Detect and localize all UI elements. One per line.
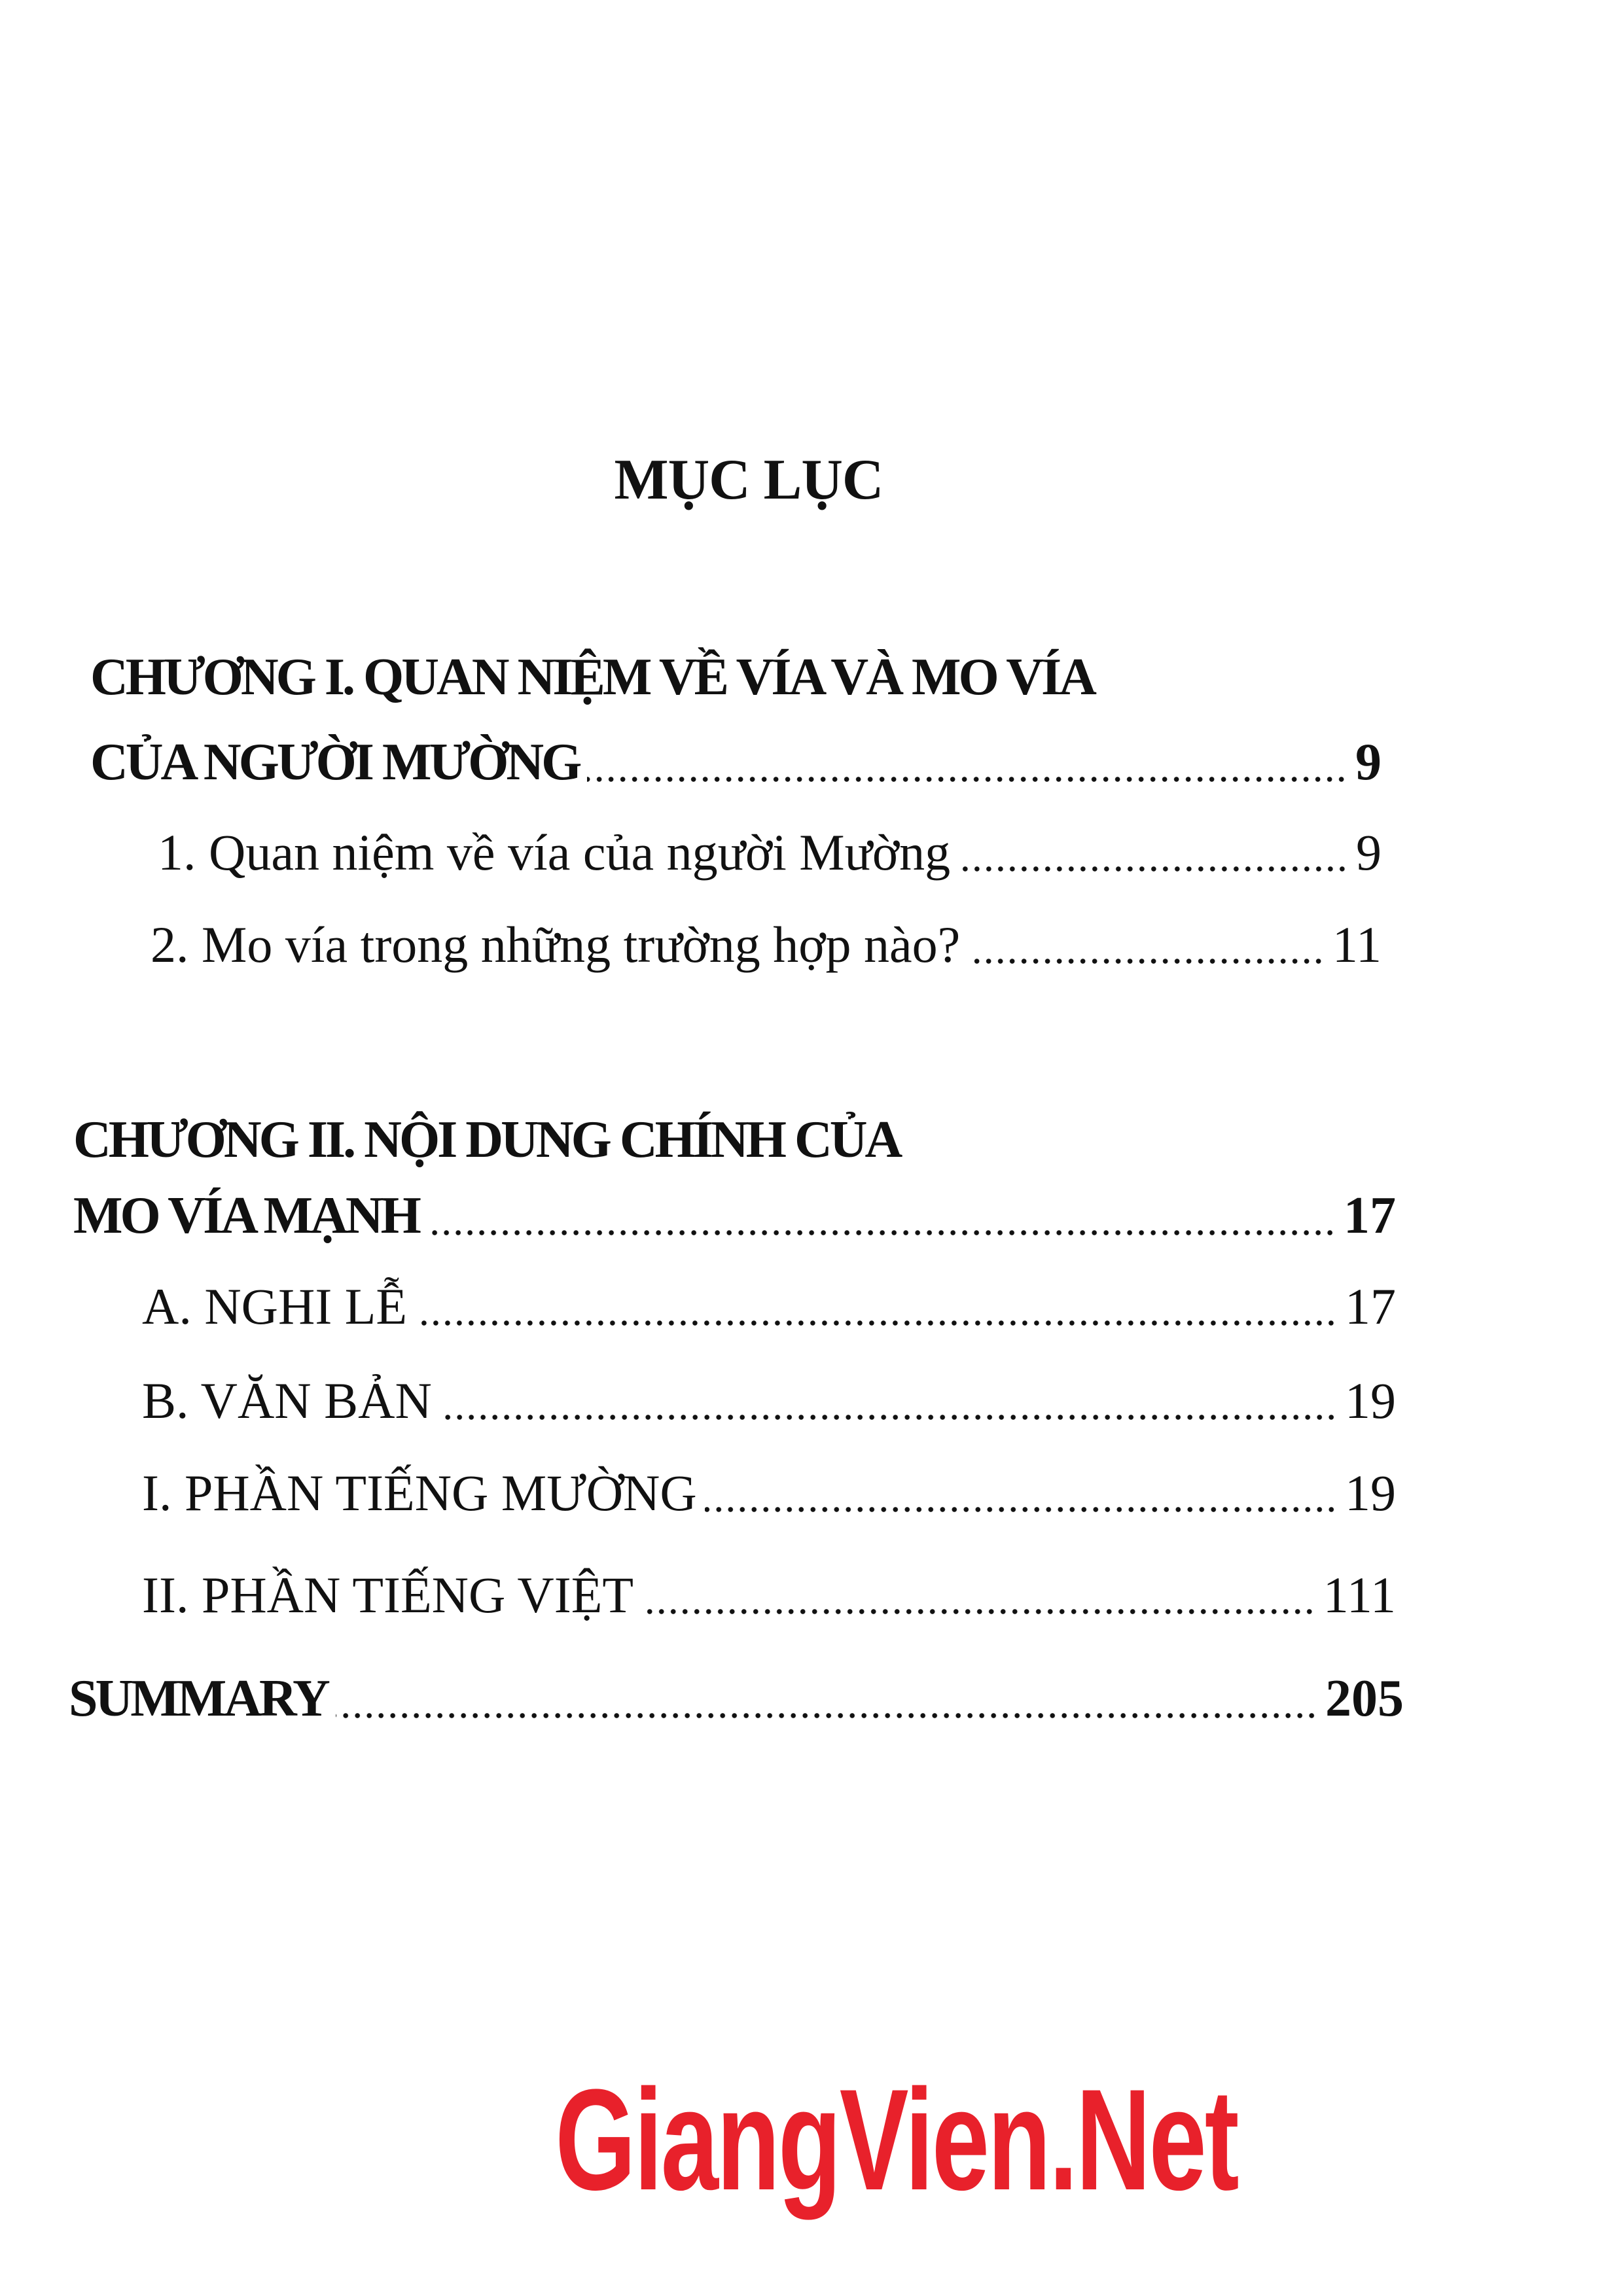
toc-label: SUMMARY	[69, 1670, 328, 1727]
toc-entry[interactable]	[142, 1278, 1396, 1335]
toc-page-number: 9	[1356, 824, 1382, 881]
toc-entry[interactable]	[151, 916, 1382, 973]
dot-leader	[587, 775, 1347, 783]
toc-page-number: 19	[1345, 1464, 1396, 1521]
toc-entry-summary[interactable]	[69, 1672, 1404, 1725]
toc-label: B. VĂN BẢN	[142, 1372, 432, 1429]
dot-leader	[427, 1229, 1336, 1237]
toc-page-number: 9	[1355, 733, 1382, 791]
dot-leader	[641, 1608, 1315, 1616]
toc-entry-chapter-1[interactable]	[90, 733, 1382, 791]
dot-leader	[968, 957, 1325, 965]
toc-entry-chapter-2[interactable]	[73, 1187, 1396, 1245]
toc-page-number: 11	[1332, 916, 1382, 973]
dot-leader	[958, 865, 1348, 873]
dot-leader	[440, 1413, 1337, 1421]
toc-page-number: 17	[1344, 1187, 1396, 1245]
dot-leader	[415, 1319, 1337, 1327]
toc-label: CỦA NGƯỜI MƯỜNG	[90, 733, 580, 791]
toc-label: A. NGHI LỄ	[142, 1278, 408, 1335]
toc-label: MO VÍA MẠNH	[73, 1187, 419, 1245]
toc-page-number: 111	[1323, 1566, 1396, 1623]
toc-entry[interactable]	[142, 1566, 1396, 1623]
chapter-2-heading: CHƯƠNG II. NỘI DUNG CHÍNH CỦA	[73, 1111, 901, 1169]
dot-leader	[336, 1712, 1317, 1720]
toc-page-number: 205	[1325, 1670, 1404, 1727]
toc-entry[interactable]	[142, 1372, 1396, 1429]
toc-entry[interactable]	[158, 824, 1382, 881]
watermark: GiangVien.Net	[555, 2059, 1238, 2220]
dot-leader	[705, 1506, 1337, 1513]
toc-entry[interactable]	[142, 1464, 1396, 1521]
page-title: MỤC LỤC	[614, 448, 883, 512]
toc-label: II. PHẦN TIẾNG VIỆT	[142, 1566, 634, 1623]
chapter-1-heading: CHƯƠNG I. QUAN NIỆM VỀ VÍA VÀ MO VÍA	[90, 648, 1094, 706]
toc-page-number: 17	[1345, 1278, 1396, 1335]
toc-page-number: 19	[1345, 1372, 1396, 1429]
toc-label: I. PHẦN TIẾNG MƯỜNG	[142, 1464, 697, 1521]
toc-label: 1. Quan niệm về vía của người Mường	[158, 824, 951, 881]
toc-label: 2. Mo vía trong những trường hợp nào?	[151, 916, 961, 973]
